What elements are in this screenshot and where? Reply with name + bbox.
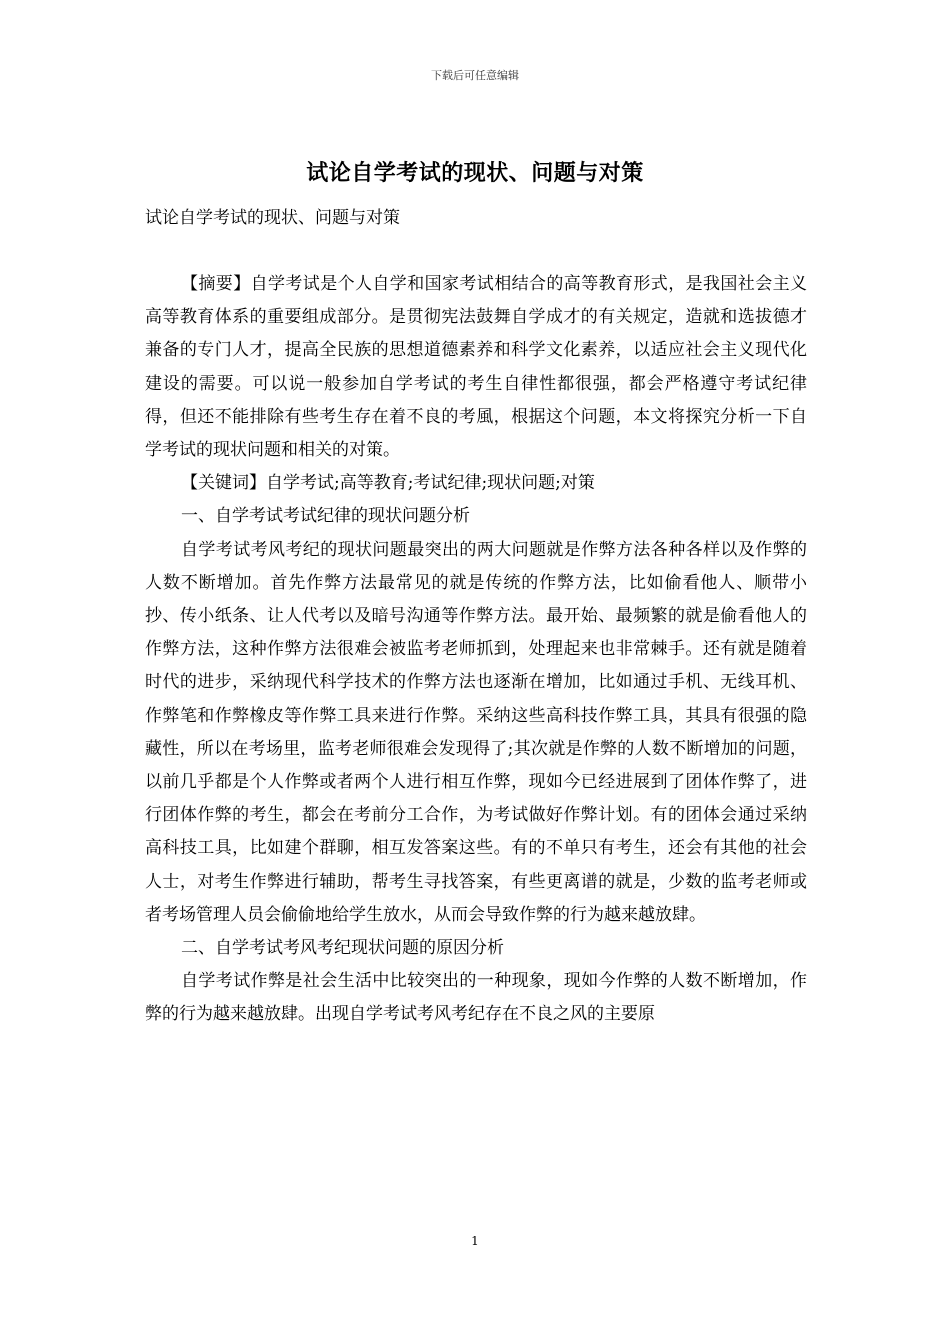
document-body — [145, 268, 807, 1032]
section-heading: 一、自学考试考试纪律的现状问题分析 — [181, 506, 470, 527]
section-heading: 二、自学考试考风考纪现状问题的原因分析 — [181, 938, 504, 959]
body-paragraph: 自学考试考风考纪的现状问题最突出的两大问题就是作弊方法各种各样以及作弊的人数不断增加。首先作弊方法最常见的就是传统的作弊方法，比如偷看他人、顺带小抄、传小纸条、让人代考以及暗号沟通等作弊方法。最开始、最频繁的就是偷看他人的作弊方法，这种作弊方法很难会被监考老师抓到，处理起来也非常棘手。还有就是随着时代的进步，采纳现代科学技术的作弊方法也逐渐在增加，比如通过手机、无线耳机、作弊笔和作弊橡皮等作弊工具来进行作弊。采纳这些高科技作弊工具，其具有很强的隐藏性，所以在考场里，监考老师很难会发现得了;其次就是作弊的人数不断增加的问题，以前几乎都是个人作弊或者两个人进行相互作弊，现如今已经进展到了团体作弊了，进行团体作弊的考生，都会在考前分工合作，为考试做好作弊计划。有的团体会通过采纳高科技工具，比如建个群聊，相互发答案这些。有的不单只有考生，还会有其他的社会人士，对考生作弊进行辅助，帮考生寻找答案，有些更离谱的就是，少数的监考老师或者考场管理人员会偷偷地给学生放水，从而会导致作弊的行为越来越放肆。 — [145, 539, 807, 925]
document-title: 试论自学考试的现状、问题与对策 — [306, 160, 644, 186]
keywords-paragraph: 【关键词】自学考试;高等教育;考试纪律;现状问题;对策 — [181, 473, 595, 494]
body-paragraph: 自学考试作弊是社会生活中比较突出的一种现象，现如今作弊的人数不断增加，作弊的行为越来越放肆。出现自学考试考风考纪存在不良之风的主要原 — [145, 971, 807, 1025]
abstract-paragraph: 【摘要】自学考试是个人自学和国家考试相结合的高等教育形式，是我国社会主义高等教育体系的重要组成部分。是贯彻宪法鼓舞自学成才的有关规定，造就和选拔德才兼备的专门人才，提高全民族的思想道德素养和科学文化素养，以适应社会主义现代化建设的需要。可以说一般参加自学考试的考生自律性都很强，都会严格遵守考试纪律得，但还不能排除有些考生存在着不良的考風，根据这个问题，本文将探究分析一下自学考试的现状问题和相关的对策。 — [145, 274, 807, 461]
document-subtitle: 试论自学考试的现状、问题与对策 — [145, 208, 400, 228]
page-header: 下载后可任意编辑 — [431, 69, 519, 82]
page-number: 1 — [471, 1234, 479, 1248]
